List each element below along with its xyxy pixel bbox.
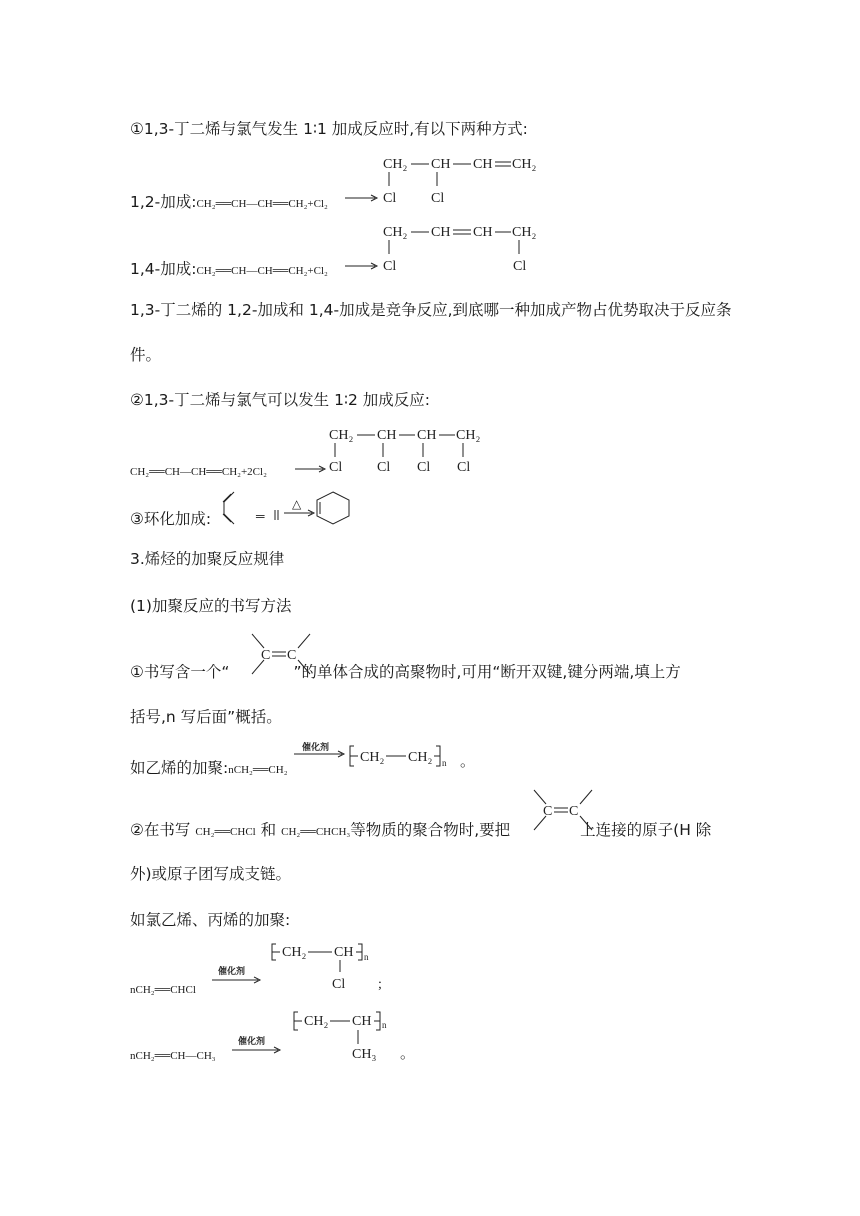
atom-cl: Cl	[513, 259, 527, 274]
text-line-2: ②1,3-丁二烯与氯气可以发生 1∶2 加成反应:	[130, 391, 430, 409]
atom-ch2: CH₂	[512, 225, 537, 240]
svg-text:催化剂: 催化剂	[218, 966, 246, 976]
svg-text:CH₂: CH₂	[408, 750, 433, 765]
add12-label: 1,2-加成:	[130, 193, 197, 211]
svg-text:。: 。	[460, 754, 476, 770]
add14-label: 1,4-加成:	[130, 260, 197, 278]
svg-text:CH: CH	[352, 1014, 372, 1029]
vc-row	[130, 979, 196, 997]
svg-text:C: C	[569, 804, 579, 819]
atom-cl: Cl	[383, 259, 397, 274]
add12x2-formula: CH₂══CH—CH══CH₂+2Cl₂	[130, 466, 267, 478]
svg-text:CH₂: CH₂	[456, 428, 481, 443]
atom-ch: CH	[431, 157, 451, 172]
rule1-row: ①书写含一个“ ”的单体合成的高聚物时,可用“断开双键,键分两端,填上方	[130, 663, 681, 681]
example-label: 如氯乙烯、丙烯的加聚:	[130, 911, 291, 929]
atom-ch: CH	[473, 225, 493, 240]
add14-formula: CH₂══CH—CH══CH₂+Cl₂	[196, 265, 328, 277]
tetrachloro-product	[295, 423, 495, 483]
svg-text:CH₂: CH₂	[360, 750, 385, 765]
alkene-group-icon	[250, 632, 314, 678]
svg-text:CH: CH	[334, 945, 354, 960]
polypropylene-product	[232, 1008, 422, 1068]
add14-row	[130, 257, 328, 279]
svg-text:催化剂: 催化剂	[238, 1036, 266, 1046]
pp-formula: nCH₂══CH—CH₃	[130, 1050, 216, 1062]
ethene-formula: nCH₂══CH₂	[228, 764, 288, 776]
polyethylene-product	[292, 740, 482, 770]
svg-text:Cl: Cl	[329, 460, 343, 475]
svg-text:Cl: Cl	[457, 460, 471, 475]
atom-ch: CH	[473, 157, 493, 172]
atom-ch2: CH₂	[383, 225, 408, 240]
svg-text:n: n	[382, 1020, 387, 1030]
text-line-3: ③环化加成:	[130, 510, 212, 528]
add12-product	[345, 150, 545, 210]
diels-alder-scheme	[220, 490, 360, 526]
alkene-group-icon-2	[532, 788, 596, 834]
catalyst-label: 催化剂	[302, 742, 330, 752]
svg-text:CH₂: CH₂	[329, 428, 354, 443]
atom-cl: Cl	[383, 191, 397, 206]
add14-product	[345, 218, 545, 278]
competition-text-2: 件。	[130, 346, 162, 364]
svg-text:C: C	[543, 804, 553, 819]
add12-formula: CH₂══CH—CH══CH₂+Cl₂	[196, 198, 328, 210]
svg-text:CH₂: CH₂	[282, 945, 307, 960]
vc-formula: nCH₂══CHCl	[130, 984, 196, 996]
cyclohexene-icon	[317, 492, 349, 524]
add12x2-row	[130, 461, 267, 479]
svg-text:CH: CH	[377, 428, 397, 443]
atom-ch2: CH₂	[383, 157, 408, 172]
svg-text:CH₂: CH₂	[304, 1014, 329, 1029]
svg-text:;: ;	[378, 977, 382, 992]
svg-text:CH: CH	[417, 428, 437, 443]
section-heading: 3.烯烃的加聚反应规律	[130, 550, 285, 568]
heat-symbol: △	[292, 497, 302, 511]
atom-ch2: CH₂	[512, 157, 537, 172]
rule1-row-2: 括号,n 写后面”概括。	[130, 708, 282, 726]
svg-text:n: n	[364, 952, 369, 962]
add12-row	[130, 190, 328, 212]
svg-text:C: C	[261, 648, 271, 663]
atom-ch: CH	[431, 225, 451, 240]
competition-text-1: 1,3-丁二烯的 1,2-加成和 1,4-加成是竞争反应,到底哪一种加成产物占优势取决于反应条	[130, 301, 732, 319]
svg-text:Cl: Cl	[377, 460, 391, 475]
subsection-heading: (1)加聚反应的书写方法	[130, 597, 292, 615]
svg-text:CH₃: CH₃	[352, 1047, 377, 1062]
svg-text:Cl: Cl	[417, 460, 431, 475]
ethene-row: 如乙烯的加聚:nCH₂══CH₂	[130, 759, 288, 777]
svg-text:Cl: Cl	[332, 977, 346, 992]
plus-sign: ═	[256, 509, 265, 523]
diene-icon	[224, 492, 234, 524]
svg-text:C: C	[287, 648, 297, 663]
pvc-product	[212, 940, 412, 1000]
svg-text:。: 。	[400, 1046, 416, 1062]
rule2-row-2: 外)或原子团写成支链。	[130, 865, 292, 883]
pp-row	[130, 1045, 216, 1063]
atom-cl: Cl	[431, 191, 445, 206]
text-line-1: ①1,3-丁二烯与氯气发生 1∶1 加成反应时,有以下两种方式:	[130, 120, 528, 138]
svg-text:n: n	[442, 758, 447, 768]
rule2-row: ②在书写 CH₂══CHCl 和 CH₂══CHCH₃等物质的聚合物时,要把 上连接的原子(H 除	[130, 821, 712, 839]
